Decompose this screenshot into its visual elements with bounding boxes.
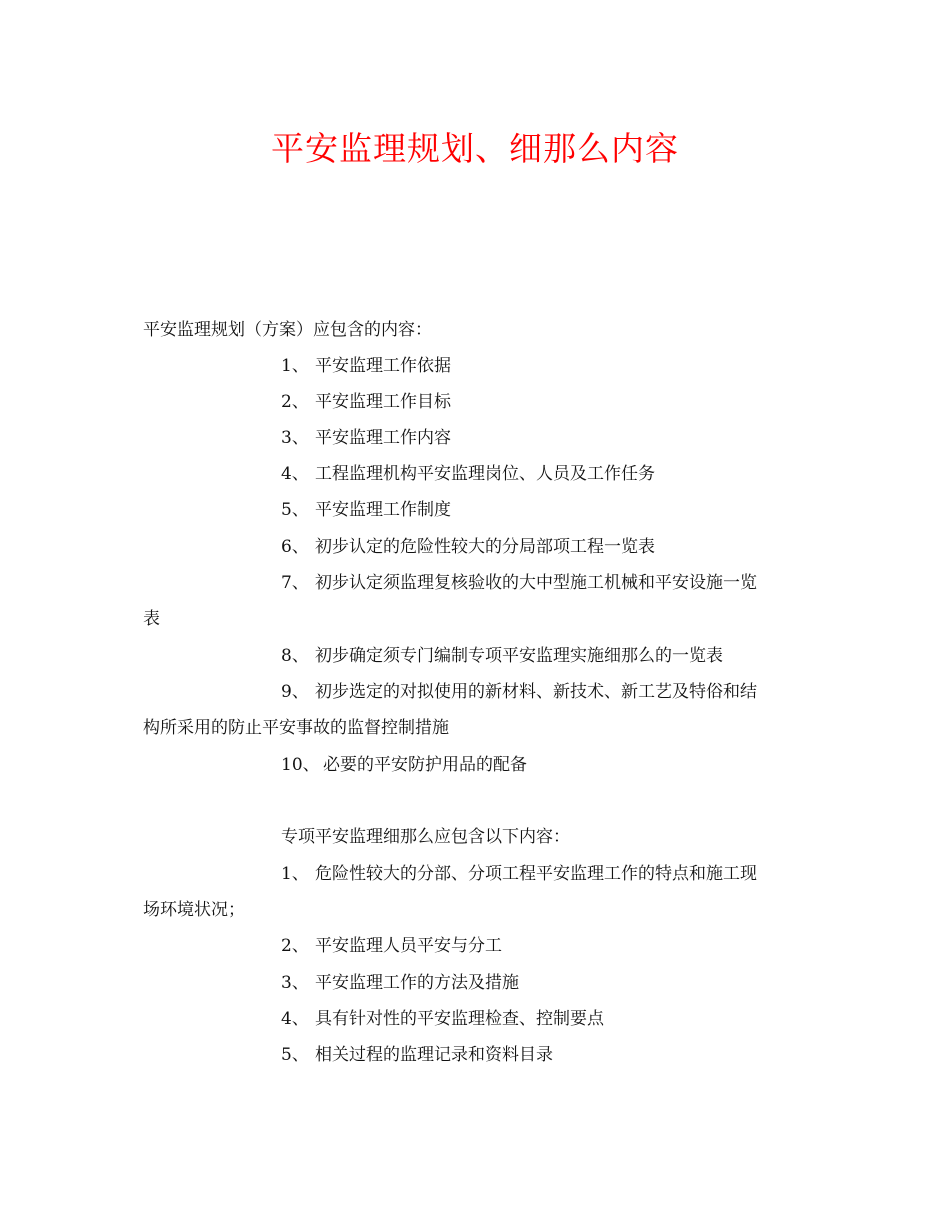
item-number: 1、 — [281, 864, 309, 884]
list-item — [281, 390, 451, 414]
item-text: 初步认定的危险性较大的分局部项工程一览表 — [315, 537, 655, 557]
item-text: 具有针对性的平安监理检查、控制要点 — [315, 1009, 604, 1029]
list-item-continuation: 场环境状况； — [143, 900, 245, 920]
list-item — [281, 1043, 553, 1067]
list-item-continuation: 构所采用的防止平安事故的监督控制措施 — [143, 718, 449, 738]
list-item — [281, 753, 527, 777]
item-number: 5、 — [281, 500, 309, 520]
item-text: 工程监理机构平安监理岗位、人员及工作任务 — [315, 464, 655, 484]
item-text: 平安监理工作依据 — [315, 356, 451, 376]
list-item — [281, 498, 451, 522]
item-number: 1、 — [281, 356, 309, 376]
item-text: 平安监理工作目标 — [315, 392, 451, 412]
item-text: 初步确定须专门编制专项平安监理实施细那么的一览表 — [315, 646, 723, 666]
item-text: 平安监理工作的方法及措施 — [315, 973, 519, 993]
item-number: 8、 — [281, 646, 309, 666]
item-text: 必要的平安防护用品的配备 — [323, 755, 527, 775]
list-item — [281, 680, 757, 704]
item-text: 平安监理工作制度 — [315, 500, 451, 520]
list-item — [281, 862, 757, 886]
list-item — [281, 354, 451, 378]
item-number: 5、 — [281, 1045, 309, 1065]
item-number: 4、 — [281, 464, 309, 484]
item-number: 2、 — [281, 936, 309, 956]
list-item — [281, 1007, 604, 1031]
list-item — [281, 644, 723, 668]
item-text: 相关过程的监理记录和资料目录 — [315, 1045, 553, 1065]
list-item — [281, 426, 451, 450]
item-number: 7、 — [281, 573, 309, 593]
item-number: 9、 — [281, 682, 309, 702]
list-item-continuation: 表 — [143, 609, 160, 629]
item-text: 初步选定的对拟使用的新材料、新技术、新工艺及特俗和结 — [315, 682, 757, 702]
item-number: 2、 — [281, 392, 309, 412]
item-number: 3、 — [281, 428, 309, 448]
item-number: 10、 — [281, 755, 320, 775]
list-item — [281, 462, 655, 486]
item-text: 平安监理人员平安与分工 — [315, 936, 502, 956]
list-item — [281, 571, 757, 595]
document-title: 平安监理规划、细那么内容 — [271, 129, 679, 168]
section2-intro: 专项平安监理细那么应包含以下内容： — [281, 827, 570, 847]
list-item — [281, 934, 502, 958]
item-number: 3、 — [281, 973, 309, 993]
item-number: 6、 — [281, 537, 309, 557]
item-text: 平安监理工作内容 — [315, 428, 451, 448]
section1-intro: 平安监理规划（方案）应包含的内容： — [143, 320, 432, 340]
item-text: 危险性较大的分部、分项工程平安监理工作的特点和施工现 — [315, 864, 757, 884]
item-text: 初步认定须监理复核验收的大中型施工机械和平安设施一览 — [315, 573, 757, 593]
item-number: 4、 — [281, 1009, 309, 1029]
list-item — [281, 971, 519, 995]
list-item — [281, 535, 655, 559]
